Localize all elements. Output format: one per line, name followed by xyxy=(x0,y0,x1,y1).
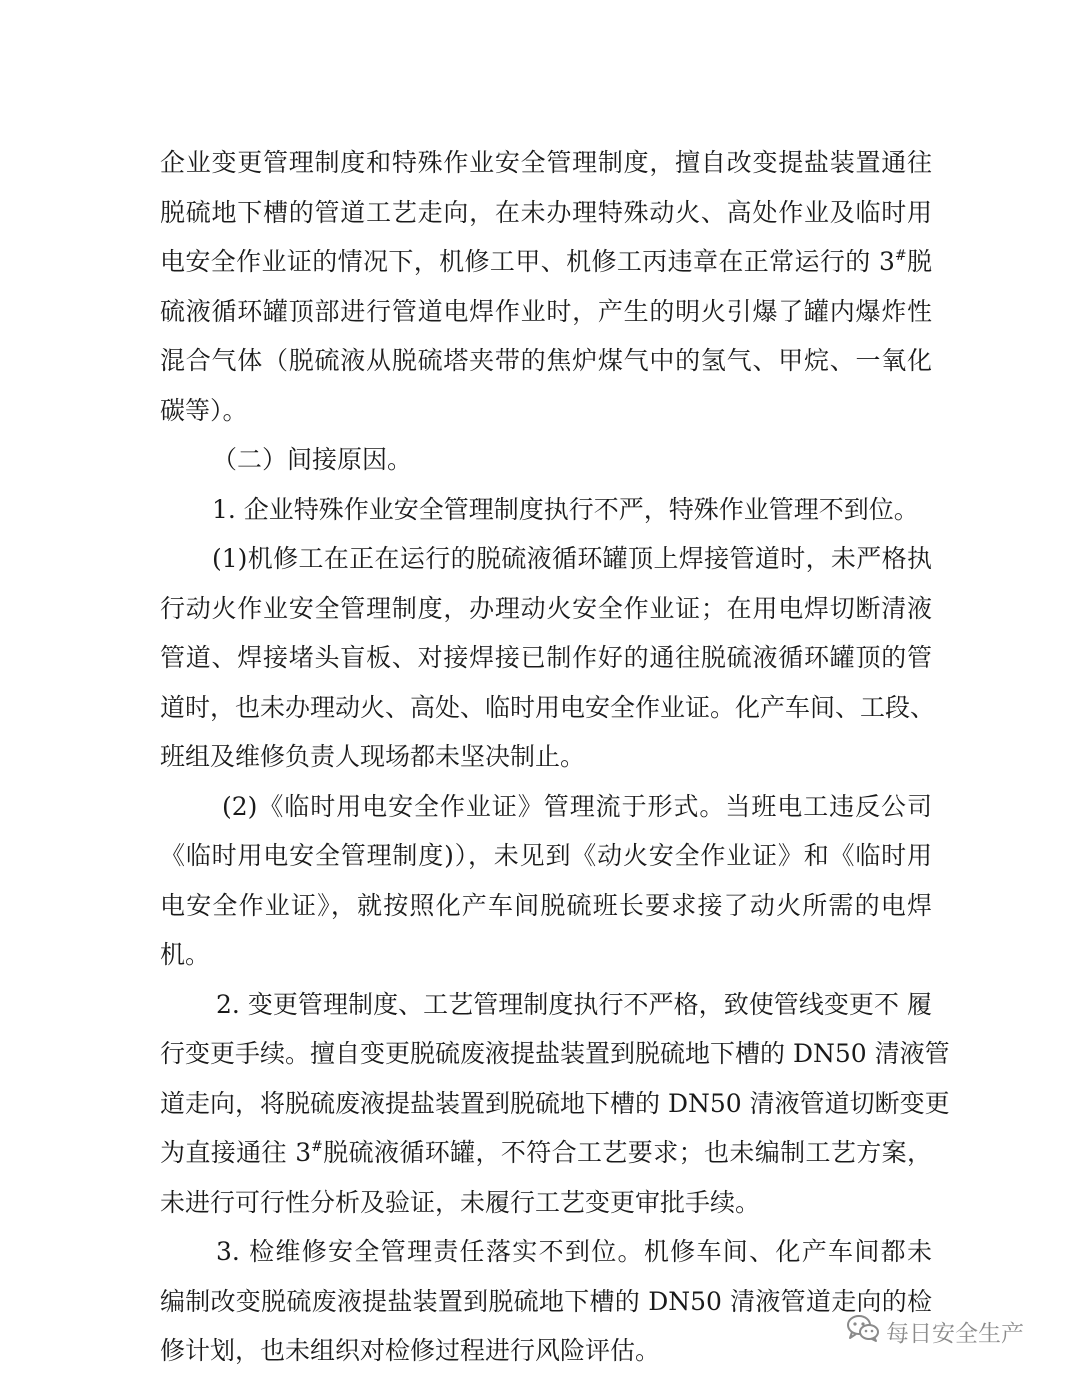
text-line: 道时，也未办理动火、高处、临时用电安全作业证。化产车间、工段、 xyxy=(160,692,936,722)
text-line: 碳等）。 xyxy=(160,395,248,425)
text-line: 修计划，也未组织对检修过程进行风险评估。 xyxy=(160,1336,661,1365)
text-line: 行变更手续。擅自变更脱硫废液提盐装置到脱硫地下槽的 DN50 清液管 xyxy=(160,1039,950,1068)
text-line: 混合气体（脱硫液从脱硫塔夹带的焦炉煤气中的氢气、甲烷、一氧化 xyxy=(160,346,932,375)
number-mark: # xyxy=(894,248,907,264)
text-line xyxy=(160,1128,932,1178)
text-line: 行动火作业安全管理制度，办理动火安全作业证；在用电焊切断清液 xyxy=(160,593,932,623)
section-heading-indirect-cause xyxy=(160,435,932,485)
sub-item-2 xyxy=(160,782,932,980)
text-line: 脱硫地下槽的管道工艺走向，在未办理特殊动火、高处作业及临时用 xyxy=(160,197,932,227)
number-mark: # xyxy=(311,1139,323,1155)
text-segment: 电安全作业证的情况下，机修工甲、机修工丙违章在正常运行的 3 xyxy=(160,247,895,276)
text-line: 电安全作业证》，就按照化产车间脱硫班长要求接了动火所需的电焊 xyxy=(160,890,932,920)
document-body xyxy=(160,138,950,1376)
text-line: 企业变更管理制度和特殊作业安全管理制度，擅自改变提盐装置通往 xyxy=(160,148,932,177)
text-line: 未进行可行性分析及验证，未履行工艺变更审批手续。 xyxy=(160,1187,761,1217)
text-segment: 脱 xyxy=(906,247,932,276)
text-line: 《临时用电安全管理制度)），未见到《动火安全作业证》和《临时用 xyxy=(160,841,932,870)
watermark xyxy=(846,1313,1024,1349)
wechat-icon xyxy=(846,1313,880,1349)
watermark-text: 每日安全生产 xyxy=(886,1320,1024,1347)
list-item-2 xyxy=(160,980,950,1228)
text-line: （二）间接原因。 xyxy=(212,445,413,474)
text-line: 1. 企业特殊作业安全管理制度执行不严，特殊作业管理不到位。 xyxy=(212,494,919,524)
text-line: (1)机修工在正在运行的脱硫液循环罐顶上焊接管道时，未严格执 xyxy=(212,544,932,573)
text-line: 机。 xyxy=(160,940,211,969)
text-line: (2)《临时用电安全作业证》管理流于形式。当班电工违反公司 xyxy=(222,791,932,821)
list-item-3 xyxy=(160,1227,932,1376)
text-segment: 为直接通往 3 xyxy=(160,1138,312,1167)
paragraph-direct-cause xyxy=(160,138,932,435)
text-line xyxy=(160,237,932,287)
text-line: 编制改变脱硫废液提盐装置到脱硫地下槽的 DN50 清液管道走向的检 xyxy=(160,1286,932,1316)
text-line: 2. 变更管理制度、工艺管理制度执行不严格，致使管线变更不 履 xyxy=(216,989,932,1019)
text-line: 管道、焊接堵头盲板、对接焊接已制作好的通往脱硫液循环罐顶的管 xyxy=(160,643,932,672)
text-line: 硫液循环罐顶部进行管道电焊作业时，产生的明火引爆了罐内爆炸性 xyxy=(160,296,932,326)
list-item-1 xyxy=(160,485,932,535)
text-line: 3. 检维修安全管理责任落实不到位。机修车间、化产车间都未 xyxy=(216,1237,932,1266)
sub-item-1 xyxy=(160,534,936,782)
text-segment: 脱硫液循环罐，不符合工艺要求；也未编制工艺方案， xyxy=(322,1138,932,1167)
text-line: 道走向，将脱硫废液提盐装置到脱硫地下槽的 DN50 清液管道切断变更 xyxy=(160,1088,950,1118)
text-line: 班组及维修负责人现场都未坚决制止。 xyxy=(160,742,586,771)
